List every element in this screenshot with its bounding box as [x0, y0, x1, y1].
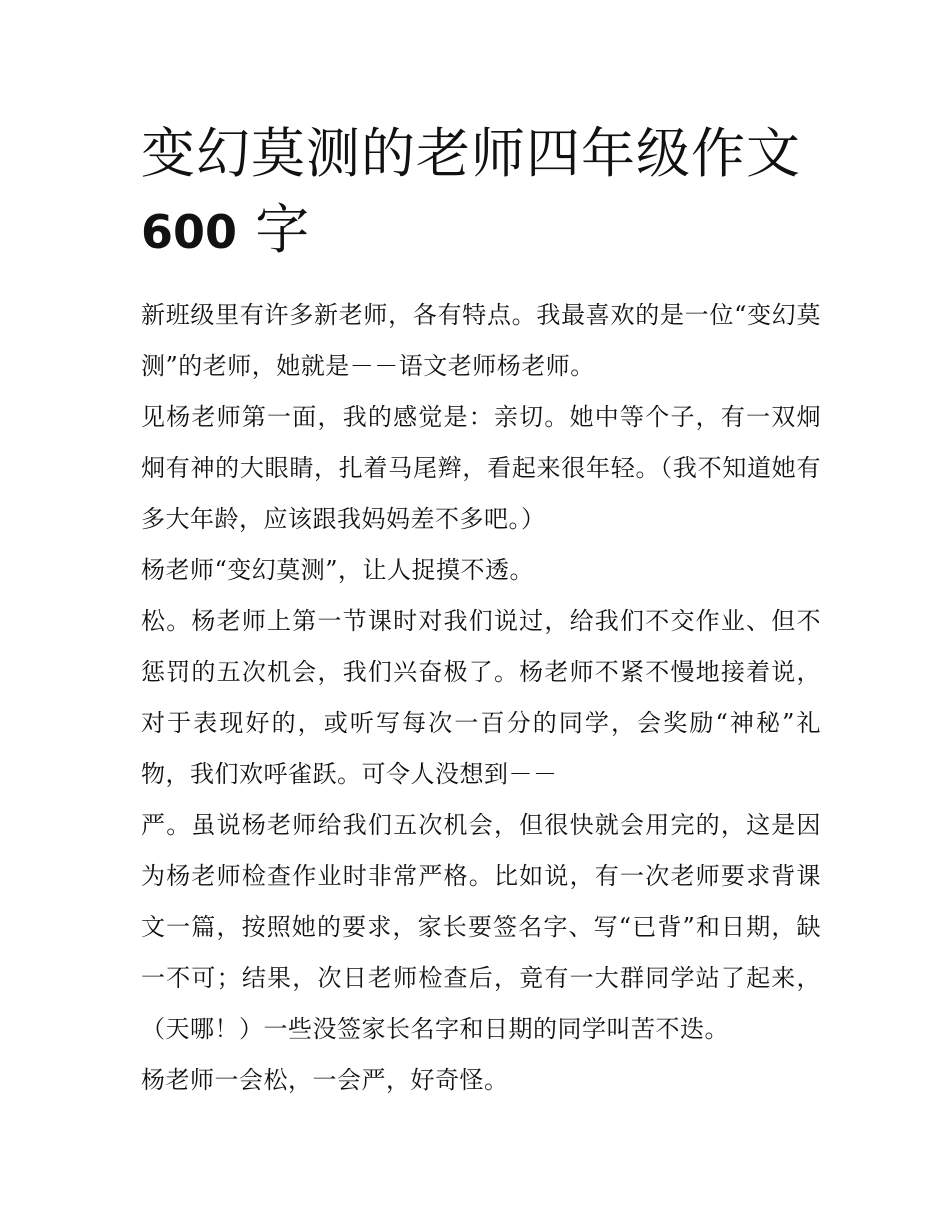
paragraph: 杨老师一会松，一会严，好奇怪。: [141, 1066, 509, 1094]
document-title: [141, 0, 821, 270]
title-line-2: [141, 192, 821, 270]
paragraph: 杨老师“变幻莫测”，让人捉摸不透。: [141, 556, 535, 584]
paragraph: 松。杨老师上第一节课时对我们说过，给我们不交作业、但不惩罚的五次机会，我们兴奋极了。杨老师不紧不慢地接着说，对于表现好的，或听写每次一百分的同学，会奖励“神秘”礼物，我们欢呼雀跃。可令人没想到－－: [141, 607, 821, 788]
document-page: [141, 0, 821, 1106]
paragraph: 严。虽说杨老师给我们五次机会，但很快就会用完的，这是因为杨老师检查作业时非常严格。比如说，有一次老师要求背课文一篇，按照她的要求，家长要签名字、写“已背”和日期，缺一不可；结果，次日老师检查后，竟有一大群同学站了起来，（天哪！）一些没签家长名字和日期的同学叫苦不迭。: [141, 811, 821, 1043]
title-number: 600: [141, 205, 238, 259]
title-line-1: 变幻莫测的老师四年级作文: [141, 122, 801, 185]
document-body: [141, 290, 821, 1106]
title-unit: 字: [255, 198, 311, 261]
paragraph: 新班级里有许多新老师，各有特点。我最喜欢的是一位“变幻莫测”的老师，她就是－－语文老师杨老师。: [141, 301, 821, 380]
paragraph: 见杨老师第一面，我的感觉是：亲切。她中等个子，有一双炯炯有神的大眼睛，扎着马尾辫，看起来很年轻。（我不知道她有多大年龄，应该跟我妈妈差不多吧。）: [141, 403, 821, 533]
